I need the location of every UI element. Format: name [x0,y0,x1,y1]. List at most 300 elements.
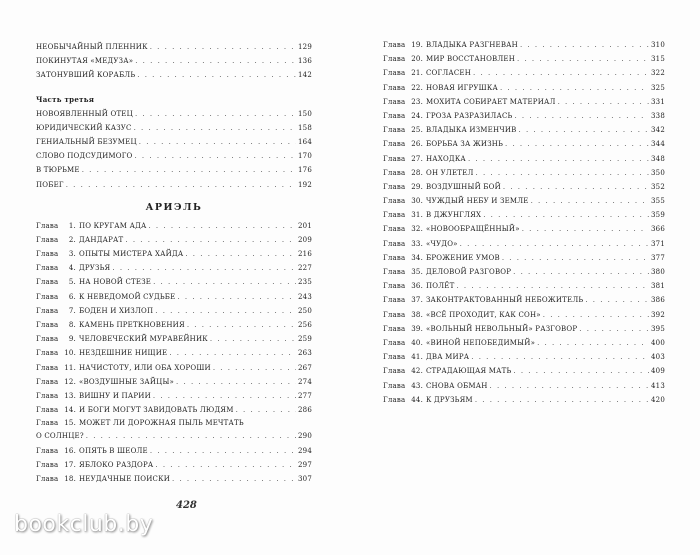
leader-dots [473,66,649,80]
toc-entry [36,375,312,389]
chapter-word: Глава [36,250,59,259]
entry-title: ПОЛЁТ [426,282,455,291]
chapter-word: Глава [383,310,406,319]
leader-dots [483,208,649,222]
ariel-chapters-left [36,219,312,418]
leader-dots [150,444,296,458]
chapter-word: Глава [383,83,406,92]
leader-dots [468,152,649,166]
chapter-number: 22. [411,83,423,92]
chapter-word: Глава [383,282,406,291]
chapter-number: 25. [411,126,423,135]
chapter-word: Глава [36,335,59,344]
chapter-number: 38. [411,310,423,319]
entry-title: ЧУЖДЫЙ НЕБУ И ЗЕМЛЕ [426,197,529,206]
entry-title: МОХИТА СОБИРАЕТ МАТЕРИАЛ [426,97,556,106]
toc-entry [36,389,312,403]
leader-dots [187,318,296,332]
entry-title: ОПЯТЬ В ШЕОЛЕ [79,446,148,455]
toc-entry [36,361,312,375]
leader-dots [210,332,296,346]
chapter-number: 17. [64,460,76,469]
entry-title: ВИШНУ И ПАРИИ [79,391,151,400]
entry-title: НАХОДКА [426,154,466,163]
chapter-number: 35. [411,268,423,276]
chapter-word: Глава [36,391,59,400]
entry-page: 322 [651,69,665,78]
entry-page: 277 [298,391,312,400]
chapter-number: 18. [64,474,76,483]
entry-title: НАЧИСТОТУ, ИЛИ ОБА ХОРОШИ [79,363,211,372]
entry-title: БОДЕН И ХИЗЛОП [79,306,154,315]
chapter-word: Глава [383,367,406,376]
leader-dots [177,290,296,304]
toc-entry [383,180,665,194]
entry-title: ДАНДАРАТ [79,235,124,244]
leader-dots [500,81,649,95]
entry-page: 259 [298,335,312,344]
leader-dots [135,54,296,68]
toc-entry [383,222,665,236]
entry-title: ЯБЛОКО РАЗДОРА [79,460,154,469]
part-three-entries [36,107,312,192]
entry-title: «ВСЁ ПРОХОДИТ, КАК СОН» [426,310,541,319]
entry-page: 325 [651,83,665,92]
entry-page: 192 [298,180,312,189]
leader-dots [558,95,649,109]
chapter-word: Глава [36,264,59,273]
toc-entry [36,149,312,163]
entry-page: 331 [651,97,665,106]
leader-dots [66,178,296,192]
entry-title: «ВИНОЙ НЕПОБЕДИМЫЙ» [426,338,536,347]
right-page-toc [383,38,665,407]
toc-entry [36,135,312,149]
chapter-number: 31. [411,211,423,220]
leader-dots [86,429,296,443]
leader-dots [460,237,649,251]
entry-page: 400 [651,338,665,347]
toc-entry [36,332,312,346]
entry-title: ПО КРУГАМ АДА [79,221,147,230]
chapter-number: 2. [68,235,76,244]
chapter-word: Глава [36,419,59,428]
leader-dots [137,68,296,82]
toc-entry [36,261,312,275]
entry-page: 409 [651,367,665,376]
toc-entry [383,393,665,407]
leader-dots [490,379,649,393]
chapter-word: Глава [36,446,59,455]
chapter-number: 28. [411,168,423,177]
entry-page: 386 [651,296,665,305]
entry-title: ОН УЛЕТЕЛ [426,168,474,177]
chapter-number: 26. [411,140,423,149]
entry-page: 377 [651,253,665,262]
chapter-number: 23. [411,97,423,106]
entry-page: 355 [651,197,665,206]
leader-dots [125,233,296,247]
entry-page: 403 [651,353,665,362]
chapter-word: Глава [36,306,59,315]
leader-dots [502,251,649,265]
leader-dots [519,123,649,137]
toc-entry [36,40,312,54]
entry-title: И БОГИ МОГУТ ЗАВИДОВАТЬ ЛЮДЯМ [79,406,234,415]
toc-entry [383,350,665,364]
chapter-number: 29. [411,182,423,191]
entry-page: 274 [298,377,312,386]
entry-title: БОРЬБА ЗА ЖИЗНЬ [426,140,504,149]
entry-title: СТРАДАЮЩАЯ МАТЬ [426,367,512,376]
chapter-number: 15. [64,419,76,428]
toc-entry [383,137,665,151]
entry-title: ОПЫТЫ МИСТЕРА ХАЙДА [79,250,184,259]
leader-dots [513,364,649,378]
leader-dots [471,350,649,364]
chapter-number: 13. [64,391,76,400]
ariel-chapters-left-tail [36,444,312,487]
chapter-word: Глава [383,154,406,163]
chapter-word: Глава [383,338,406,347]
toc-entry [36,304,312,318]
page-number: 428 [176,500,197,511]
leader-dots [543,308,649,322]
leader-dots [153,389,296,403]
chapter-word: Глава [383,197,406,206]
entry-page: 290 [298,432,312,441]
chapter-word: Глава [36,221,59,230]
chapter-number: 30. [411,197,423,206]
entry-page: 216 [298,250,312,259]
entry-page: 158 [298,123,312,132]
leader-dots [82,163,296,177]
chapter-word: Глава [36,406,59,415]
chapter-number: 36. [411,282,423,291]
entry-title: ВЛАДЫКА РАЗГНЕВАН [426,41,518,49]
chapter-word: Глава [383,97,406,106]
entry-title: НЕЗДЕШНИЕ НИЩИЕ [79,349,168,358]
leader-dots [475,393,649,407]
chapter-number: 34. [411,253,423,262]
entry-title: ВЛАДЫКА ИЗМЕНЧИВ [426,126,517,135]
toc-entry [36,417,312,429]
toc-entry [383,251,665,265]
toc-entry [36,472,312,486]
chapter-number: 37. [411,296,423,305]
chapter-word: Глава [36,460,59,469]
entry-page: 297 [298,460,312,469]
entry-page: 315 [651,55,665,64]
entry-page: 267 [298,363,312,372]
leader-dots [514,109,649,123]
toc-entry [383,379,665,393]
toc-entry [383,237,665,251]
entry-title: ЗАКОНТРАКТОВАННЫЙ НЕБОЖИТЕЛЬ [426,296,584,305]
leader-dots [531,194,649,208]
entry-title: К ДРУЗЬЯМ [426,395,473,404]
chapter-number: 5. [68,278,76,287]
entry-title: СЛОВО ПОДСУДИМОГО [36,152,133,161]
toc-entry [383,308,665,322]
toc-entry [383,279,665,293]
chapter-word: Глава [36,292,59,301]
entry-title: ГЕНИАЛЬНЫЙ БЕЗУМЕЦ [36,137,137,146]
chapter-number: 42. [411,367,423,376]
ariel-title: АРИЭЛЬ [145,201,203,213]
watermark-logo: bookclub.by [14,512,154,537]
entry-page: 235 [298,278,312,287]
leader-dots [176,375,296,389]
leader-dots [520,38,649,52]
entry-title: НОВОЯВЛЕННЫЙ ОТЕЦ [36,109,133,118]
leader-dots [236,403,296,417]
entry-page: 250 [298,306,312,315]
entry-title: В ТЮРЬМЕ [36,166,80,175]
leader-dots [172,472,296,486]
entry-title-line1: МОЖЕТ ЛИ ДОРОЖНАЯ ПЫЛЬ МЕЧТАТЬ [79,419,244,428]
leader-dots [517,52,649,66]
leader-dots [150,40,296,54]
entry-page: 413 [651,381,665,390]
chapter-number: 27. [411,154,423,163]
entry-page: 256 [298,321,312,329]
entry-page: 136 [298,57,312,66]
leader-dots [213,361,296,375]
toc-entry [36,346,312,360]
chapter-word: Глава [36,278,59,287]
entry-title: НЕОБЫЧАЙНЫЙ ПЛЕННИК [36,43,148,51]
chapter-number: 3. [68,250,76,259]
entry-title: ПОКИНУТАЯ «МЕДУЗА» [36,57,134,66]
entry-title: ПОБЕГ [36,180,64,189]
entry-page: 307 [298,474,312,483]
entry-page: 176 [298,166,312,175]
leader-dots [505,137,649,151]
chapter-number: 39. [411,324,423,333]
toc-entry [36,219,312,233]
chapter-number: 20. [411,55,423,64]
toc-entry [383,208,665,222]
entry-page: 348 [651,154,665,163]
left-page-toc [36,40,312,486]
leader-dots [139,135,296,149]
chapter-number: 41. [411,353,423,362]
toc-entry [383,336,665,350]
chapter-word: Глава [383,126,406,135]
chapter-number: 11. [64,363,76,372]
entry-title: ВОЗДУШНЫЙ БОЙ [426,182,501,191]
entry-page: 338 [651,111,665,120]
entry-page: 420 [651,395,665,404]
entry-page: 359 [651,211,665,220]
toc-entry [36,275,312,289]
chapter-word: Глава [36,321,59,329]
entry-title: К НЕВЕДОМОЙ СУДЬБЕ [79,292,176,301]
chapter-number: 21. [411,69,423,78]
entry-title: МИР ВОССТАНОВЛЕН [426,55,516,64]
chapter-number: 9. [68,335,76,344]
toc-entry-continuation [36,429,312,443]
entry-page: 164 [298,137,312,146]
entry-title: «НОВООБРАЩЁННЫЙ» [426,225,520,234]
chapter-word: Глава [383,225,406,234]
leader-dots [585,293,649,307]
entry-page: 310 [651,41,665,49]
toc-entry [36,68,312,82]
entry-page: 352 [651,182,665,191]
entry-title: В ДЖУНГЛЯХ [426,211,482,220]
entry-page: 243 [298,292,312,301]
chapter-number: 24. [411,111,423,120]
leader-dots [155,458,296,472]
entry-title: БРОЖЕНИЕ УМОВ [426,253,500,262]
chapter-number: 40. [411,338,423,347]
toc-entry [36,107,312,121]
entry-title: ЗАТОНУВШИЙ КОРАБЛЬ [36,71,136,80]
toc-entry [36,444,312,458]
leader-dots [148,219,296,233]
entry-title: ЮРИДИЧЕСКИЙ КАЗУС [36,123,132,132]
toc-entry [36,163,312,177]
toc-entry [383,152,665,166]
entry-title: НЕУДАЧНЫЕ ПОИСКИ [79,474,171,483]
toc-entry [383,364,665,378]
leader-dots [155,304,296,318]
chapter-number: 4. [68,264,76,273]
toc-entry [36,318,312,332]
chapter-word: Глава [383,140,406,149]
toc-entry [36,178,312,192]
entry-page: 263 [298,349,312,358]
entry-page: 380 [651,268,665,276]
leader-dots [169,346,296,360]
leader-dots [134,121,296,135]
chapter-word: Глава [383,41,406,49]
leader-dots [153,275,296,289]
entry-page: 395 [651,324,665,333]
chapter-number: 10. [64,349,76,358]
toc-entry [383,265,665,279]
toc-entry [383,109,665,123]
chapter-word: Глава [383,182,406,191]
chapter-word: Глава [36,235,59,244]
ariel-chapter-15 [36,417,312,443]
leader-dots [537,336,649,350]
toc-entry [383,95,665,109]
entry-title: «ЧУДО» [426,239,458,248]
chapter-word: Глава [36,363,59,372]
toc-entry [36,290,312,304]
chapter-word: Глава [383,69,406,78]
chapter-word: Глава [383,168,406,177]
leader-dots [185,247,296,261]
toc-entry [383,322,665,336]
chapter-word: Глава [383,55,406,64]
entry-page: 170 [298,152,312,161]
chapter-word: Глава [383,253,406,262]
chapter-number: 8. [68,321,76,329]
entry-title: «ВОЗДУШНЫЕ ЗАЙЦЫ» [79,377,175,386]
chapter-number: 1. [68,221,76,230]
chapter-number: 14. [64,406,76,415]
toc-entry [383,123,665,137]
chapter-word: Глава [383,324,406,333]
toc-entry [383,166,665,180]
entry-title: ГРОЗА РАЗРАЗИЛАСЬ [426,111,513,120]
leader-dots [579,322,649,336]
chapter-number: 33. [411,239,423,248]
toc-entry [36,121,312,135]
entry-title: «ВОЛЬНЫЙ НЕВОЛЬНЫЙ» РАЗГОВОР [426,324,578,333]
chapter-number: 7. [68,306,76,315]
entry-page: 150 [298,109,312,118]
entry-page: 294 [298,446,312,455]
toc-entry [383,38,665,52]
chapter-number: 43. [411,381,423,390]
leader-dots [456,279,649,293]
toc-entry [36,247,312,261]
chapter-word: Глава [383,211,406,220]
chapter-word: Глава [383,296,406,305]
part-three-heading: Часть третья [36,94,95,104]
entry-page: 342 [651,126,665,135]
entry-page: 381 [651,282,665,291]
leader-dots [112,261,296,275]
entry-page: 209 [298,235,312,244]
left-top-entries [36,40,312,83]
entry-title-line2: О СОЛНЦЕ? [36,432,84,441]
entry-title: ДВА МИРА [426,353,470,362]
leader-dots [135,107,296,121]
entry-page: 392 [651,310,665,319]
leader-dots [476,166,650,180]
leader-dots [522,222,649,236]
chapter-word: Глава [383,268,406,276]
chapter-word: Глава [383,111,406,120]
entry-page: 142 [298,71,312,80]
toc-entry [36,54,312,68]
toc-entry [383,293,665,307]
chapter-number: 44. [411,395,423,404]
entry-page: 366 [651,225,665,234]
chapter-number: 12. [64,377,76,386]
chapter-word: Глава [36,377,59,386]
toc-entry [383,194,665,208]
toc-entry [383,81,665,95]
leader-dots [503,180,649,194]
leader-dots [134,149,296,163]
chapter-number: 16. [64,446,76,455]
entry-title: СОГЛАСЕН [426,69,472,78]
entry-page: 350 [651,168,665,177]
leader-dots [513,265,649,279]
toc-entry [36,403,312,417]
toc-entry [383,52,665,66]
chapter-word: Глава [36,349,59,358]
chapter-number: 19. [411,41,423,49]
entry-page: 371 [651,239,665,248]
entry-title: КАМЕНЬ ПРЕТКНОВЕНИЯ [79,321,185,329]
toc-entry [383,66,665,80]
entry-title: НОВАЯ ИГРУШКА [426,83,498,92]
entry-page: 227 [298,264,312,273]
toc-entry [36,458,312,472]
chapter-word: Глава [383,395,406,404]
chapter-word: Глава [383,381,406,390]
toc-entry [36,233,312,247]
entry-title: ЧЕЛОВЕЧЕСКИЙ МУРАВЕЙНИК [79,335,208,344]
